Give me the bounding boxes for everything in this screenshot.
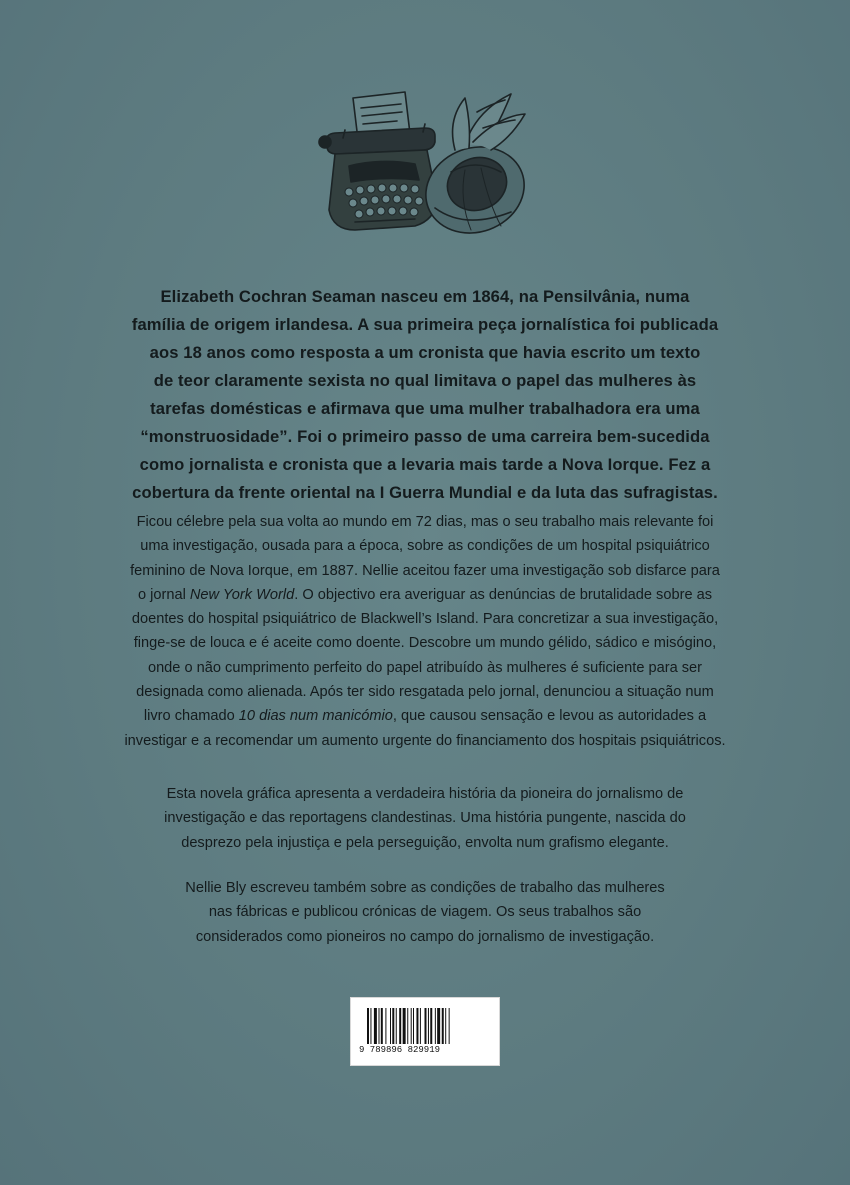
intro-line: tarefas domésticas e afirmava que uma mulher trabalhadora era uma [150,399,700,418]
closing-line: nas fábricas e publicou crónicas de viagem. Os seus trabalhos são [208,904,642,921]
barcode-bar [445,1008,446,1044]
barcode-bar [374,1008,377,1044]
synopsis-line: designada como alienada. Após ter sido resgatada pelo jornal, denunciou a situação num [136,684,714,701]
barcode-bar [437,1008,440,1044]
isbn-number: 9 789896 829919 [359,1045,441,1055]
barcode-bar [407,1008,408,1044]
graphic-novel-paragraph [120,782,730,855]
closing-line: considerados como pioneiros no campo do jornalismo de investigação. [195,928,655,945]
graphic-novel-line: Esta novela gráfica apresenta a verdadeira história da pioneira do jornalismo de [166,786,684,802]
barcode-bar [392,1008,394,1044]
synopsis-text: . O objectivo era averiguar as denúncias de brutalidade sobre as [294,586,713,603]
synopsis-line [120,583,730,607]
barcode-bar [442,1008,444,1044]
isbn-barcode [350,997,500,1066]
barcode-bar [403,1008,406,1044]
intro-line: de teor claramente sexista no qual limitava o papel das mulheres às [153,371,697,390]
synopsis-line [120,704,730,728]
barcode-bar [420,1008,421,1044]
barcode-bar [381,1008,383,1044]
barcode-bar [411,1008,412,1044]
newspaper-title: New York World [189,586,295,603]
book-title: 10 dias num manicómio [238,708,393,725]
synopsis-text: , que causou sensação e levou as autoridades a [392,708,707,725]
typewriter-and-hat-illustration [315,80,530,250]
intro-line: cobertura da frente oriental na I Guerra Mundial e da luta das sufragistas. [132,483,718,502]
barcode-bars [365,1008,485,1044]
barcode-bar [385,1008,386,1044]
synopsis-line: onde o não cumprimento perfeito do papel atribuído às mulheres é suficiente para ser [147,659,703,676]
graphic-novel-line: desprezo pela injustiça e pela perseguição, envolta num grafismo elegante. [181,834,669,851]
barcode-bar [413,1008,414,1044]
synopsis-paragraph [120,510,730,753]
synopsis-line: investigar e a recomendar um aumento urgente do financiamento dos hospitais psiquiátricos. [124,732,726,749]
intro-line: como jornalista e cronista que a levaria mais tarde a Nova Iorque. Fez a [139,455,711,474]
barcode-bar [370,1008,371,1044]
synopsis-line: feminino de Nova Iorque, em 1887. Nellie aceitou fazer uma investigação sob disfarce para [130,562,720,579]
intro-line: Elizabeth Cochran Seaman nasceu em 1864, na Pensilvânia, numa [160,287,690,306]
synopsis-text: livro chamado [143,708,239,725]
barcode-bar [390,1008,391,1044]
barcode-bar [428,1008,429,1044]
barcode-bar [425,1008,427,1044]
intro-line: família de origem irlandesa. A sua primeira peça jornalística foi publicada [131,315,719,334]
barcode-bar [435,1008,436,1044]
intro-line: “monstruosidade”. Foi o primeiro passo de uma carreira bem-sucedida [140,427,710,446]
barcode-bar [396,1008,397,1044]
barcode-bar [379,1008,380,1044]
synopsis-line: Ficou célebre pela sua volta ao mundo em 72 dias, mas o seu trabalho mais relevante foi [136,514,714,530]
intro-paragraph [120,283,730,507]
synopsis-line: doentes do hospital psiquiátrico de Blackwell’s Island. Para concretizar a sua investigação, [131,611,719,628]
barcode-bar [449,1008,450,1044]
synopsis-line: finge-se de louca e é aceite como doente. Descobre um mundo gélido, sádico e misógino, [133,635,717,652]
barcode-bar [416,1008,418,1044]
graphic-novel-line: investigação e das reportagens clandestinas. Uma história pungente, nascida do [164,810,686,827]
intro-line: aos 18 anos como resposta a um cronista que havia escrito um texto [149,343,701,362]
barcode-bar [399,1008,401,1044]
synopsis-line: uma investigação, ousada para a época, sobre as condições de um hospital psiquiátrico [140,538,710,555]
closing-paragraph [120,876,730,949]
barcode-bar [430,1008,432,1044]
synopsis-text: o jornal [137,586,190,603]
barcode-bar [367,1008,369,1044]
closing-line: Nellie Bly escreveu também sobre as condições de trabalho das mulheres [185,880,665,896]
